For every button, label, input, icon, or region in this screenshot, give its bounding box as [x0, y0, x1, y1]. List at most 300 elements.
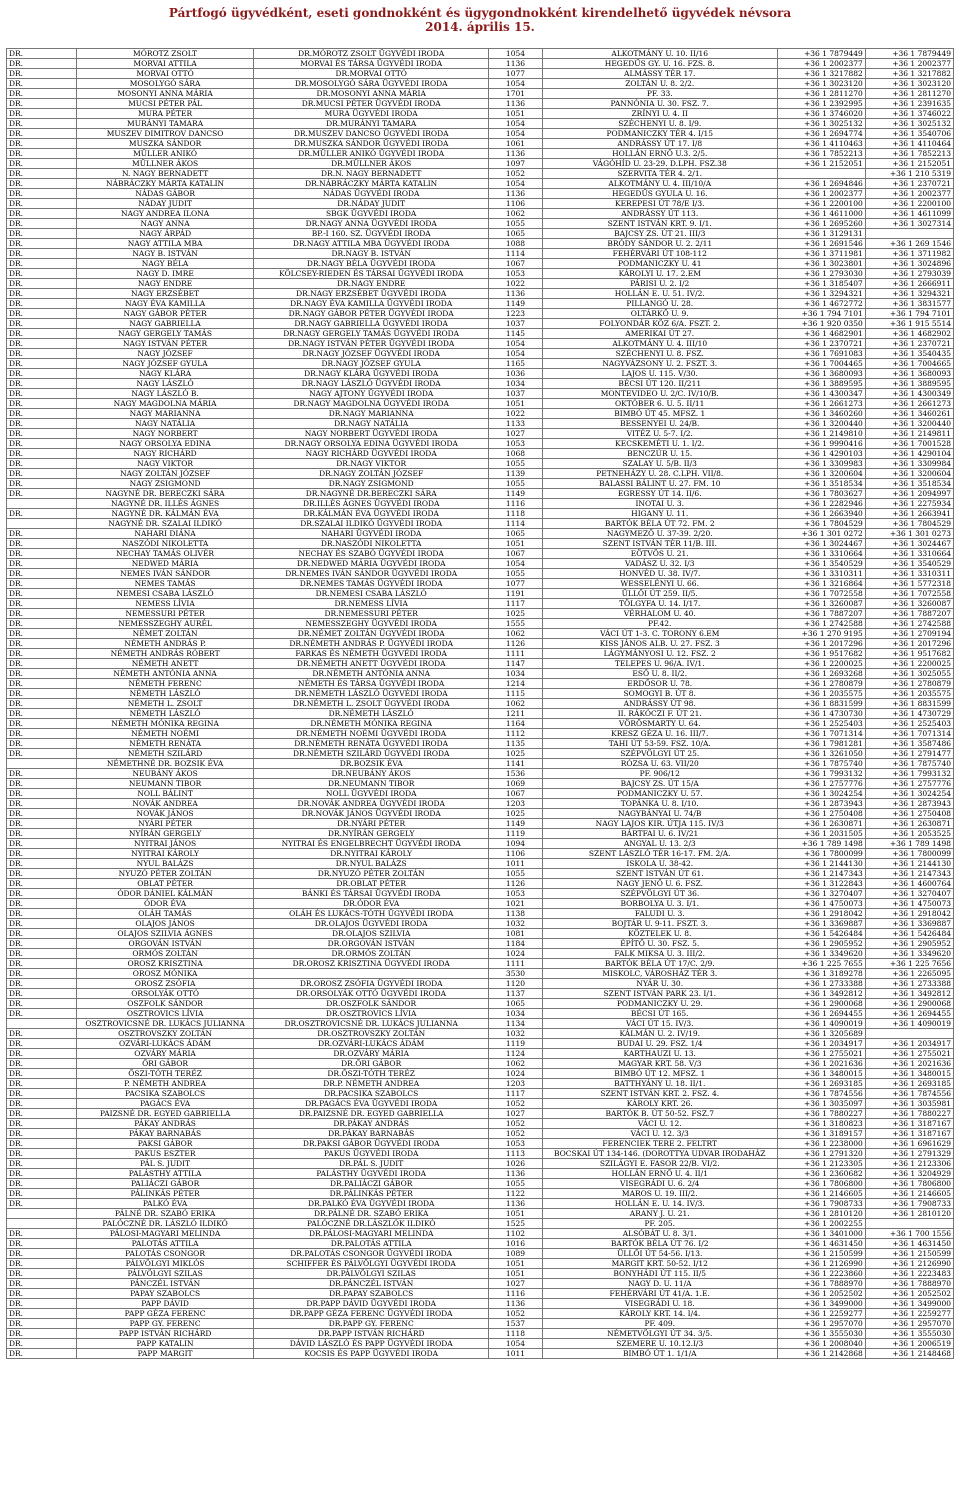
- phone-cell: +36 1 9990416: [777, 439, 865, 449]
- name-cell: NOVÁK ANDREA: [76, 799, 253, 809]
- table-row: [7, 1149, 954, 1159]
- table-row: [7, 629, 954, 639]
- zip-cell: 1037: [489, 389, 543, 399]
- phone-cell: +36 1 2791320: [777, 1149, 865, 1159]
- table-row: [7, 559, 954, 569]
- table-row: [7, 1119, 954, 1129]
- name-cell: OLÁH TAMÁS: [76, 909, 253, 919]
- phone-cell: +36 1 3310311: [777, 569, 865, 579]
- fax-cell: +36 1 8831599: [865, 699, 953, 709]
- table-row: [7, 849, 954, 859]
- phone-cell: +36 1 7071314: [777, 729, 865, 739]
- zip-cell: 1119: [489, 829, 543, 839]
- fax-cell: +36 1 7880227: [865, 1109, 953, 1119]
- table-row: [7, 129, 954, 139]
- title-cell: DR.: [7, 229, 77, 239]
- phone-cell: +36 1 4631450: [777, 1239, 865, 1249]
- address-cell: AMERIKAI ÚT 27.: [542, 329, 777, 339]
- zip-cell: 1165: [489, 359, 543, 369]
- name-cell: NAGYNÉ DR. BERECZKI SÁRA: [76, 489, 253, 499]
- fax-cell: +36 1 2905952: [865, 939, 953, 949]
- fax-cell: +36 1 7875740: [865, 759, 953, 769]
- name-cell: PÁLOSI-MAGYARI MELINDA: [76, 1229, 253, 1239]
- address-cell: PF. 409.: [542, 1319, 777, 1329]
- office-cell: NOLL ÜGYVÉDI IRODA: [254, 789, 489, 799]
- office-cell: DR.MÜLLER ANIKÓ ÜGYVÉDI IRODA: [254, 149, 489, 159]
- table-row: [7, 359, 954, 369]
- title-cell: DR.: [7, 979, 77, 989]
- table-row: [7, 589, 954, 599]
- office-cell: NYITRAI ÉS ENGELBRECHT ÜGYVÉDI IRODA: [254, 839, 489, 849]
- address-cell: VISEGRÁDI U. 6. 2/4: [542, 1179, 777, 1189]
- fax-cell: +36 1 9517682: [865, 649, 953, 659]
- fax-cell: +36 1 794 7101: [865, 309, 953, 319]
- lawyer-table-body: [7, 49, 954, 1359]
- fax-cell: +36 1 5772318: [865, 579, 953, 589]
- name-cell: PAPP GÉZA FERENC: [76, 1309, 253, 1319]
- title-cell: DR.: [7, 679, 77, 689]
- fax-cell: +36 1 2275934: [865, 499, 953, 509]
- zip-cell: 1011: [489, 859, 543, 869]
- office-cell: DR.NEMESS LÍVIA: [254, 599, 489, 609]
- address-cell: KÁROLY KRT. 14. I/4.: [542, 1309, 777, 1319]
- title-cell: DR.: [7, 1329, 77, 1339]
- fax-cell: +36 1 2900068: [865, 999, 953, 1009]
- zip-cell: 1065: [489, 529, 543, 539]
- office-cell: SBGK ÜGYVÉDI IRODA: [254, 209, 489, 219]
- table-row: [7, 659, 954, 669]
- zip-cell: 1036: [489, 369, 543, 379]
- address-cell: ANDRÁSSY ÚT 98.: [542, 699, 777, 709]
- table-row: [7, 449, 954, 459]
- table-row: [7, 1239, 954, 1249]
- table-row: [7, 1069, 954, 1079]
- name-cell: NYUZÓ PÉTER ZOLTÁN: [76, 869, 253, 879]
- title-cell: DR.: [7, 189, 77, 199]
- table-row: [7, 49, 954, 59]
- name-cell: NAGY ENDRE: [76, 279, 253, 289]
- zip-cell: 1054: [489, 49, 543, 59]
- table-row: [7, 159, 954, 169]
- table-row: [7, 1109, 954, 1119]
- table-row: [7, 459, 954, 469]
- table-row: [7, 89, 954, 99]
- name-cell: OROSZ MÓNIKA: [76, 969, 253, 979]
- phone-cell: +36 1 3309983: [777, 459, 865, 469]
- table-row: [7, 1269, 954, 1279]
- phone-cell: +36 1 2200025: [777, 659, 865, 669]
- fax-cell: +36 1 3480015: [865, 1069, 953, 1079]
- phone-cell: +36 1 7888970: [777, 1279, 865, 1289]
- office-cell: DR.NAGY GERGELY TAMÁS ÜGYVÉDI IRODA: [254, 329, 489, 339]
- name-cell: OROSZ KRISZTINA: [76, 959, 253, 969]
- name-cell: NAGY B. ISTVÁN: [76, 249, 253, 259]
- table-row: [7, 989, 954, 999]
- title-cell: DR.: [7, 89, 77, 99]
- phone-cell: +36 1 225 7655: [777, 959, 865, 969]
- address-cell: TOPÁNKA U. 8. I/10.: [542, 799, 777, 809]
- zip-cell: 1525: [489, 1219, 543, 1229]
- name-cell: MÜLLER ANIKÓ: [76, 149, 253, 159]
- address-cell: ANDRÁSSY ÚT 113.: [542, 209, 777, 219]
- address-cell: FALUDI U. 3.: [542, 909, 777, 919]
- fax-cell: +36 1 2791477: [865, 749, 953, 759]
- title-cell: DR.: [7, 449, 77, 459]
- title-cell: DR.: [7, 379, 77, 389]
- zip-cell: 1136: [489, 289, 543, 299]
- address-cell: OKTÓBER 6. U. 5. II/11: [542, 399, 777, 409]
- zip-cell: 1026: [489, 1159, 543, 1169]
- zip-cell: 1106: [489, 199, 543, 209]
- address-cell: PF. 33.: [542, 89, 777, 99]
- fax-cell: +36 1 4090019: [865, 1019, 953, 1029]
- title-cell: DR.: [7, 339, 77, 349]
- table-row: [7, 99, 954, 109]
- name-cell: NÉMETH RENÁTA: [76, 739, 253, 749]
- address-cell: ALMÁSSY TÉR 17.: [542, 69, 777, 79]
- title-cell: DR.: [7, 1309, 77, 1319]
- title-cell: DR.: [7, 1239, 77, 1249]
- address-cell: ARANY J. U. 21.: [542, 1209, 777, 1219]
- fax-cell: +36 1 2750408: [865, 809, 953, 819]
- table-row: [7, 349, 954, 359]
- office-cell: DR.NÉMETH MÓNIKA REGINA: [254, 719, 489, 729]
- phone-cell: +36 1 2144130: [777, 859, 865, 869]
- title-cell: DR.: [7, 1159, 77, 1169]
- office-cell: DR.ÓDOR ÉVA: [254, 899, 489, 909]
- fax-cell: +36 1 2694455: [865, 1009, 953, 1019]
- address-cell: MISKOLC, VÁROSHÁZ TÉR 3.: [542, 969, 777, 979]
- table-row: [7, 879, 954, 889]
- fax-cell: +36 1 2661273: [865, 399, 953, 409]
- name-cell: PÁLINKÁS PÉTER: [76, 1189, 253, 1199]
- zip-cell: 1120: [489, 979, 543, 989]
- office-cell: DR.NAGY ANNA ÜGYVÉDI IRODA: [254, 219, 489, 229]
- office-cell: DR.MUSZEV DANCSO ÜGYVÉDI IRODA: [254, 129, 489, 139]
- name-cell: PAPP MARGIT: [76, 1349, 253, 1359]
- phone-cell: +36 1 3023801: [777, 259, 865, 269]
- address-cell: SZENT ISTVÁN PARK 23. I/1.: [542, 989, 777, 999]
- fax-cell: +36 1 2034917: [865, 1039, 953, 1049]
- name-cell: PÁKAY ANDRÁS: [76, 1119, 253, 1129]
- fax-cell: +36 1 3025055: [865, 669, 953, 679]
- zip-cell: 1149: [489, 299, 543, 309]
- table-row: [7, 1249, 954, 1259]
- fax-cell: +36 1 3260087: [865, 599, 953, 609]
- name-cell: NÉMETH FERENC: [76, 679, 253, 689]
- fax-cell: +36 1 7004665: [865, 359, 953, 369]
- name-cell: MOSOLYGÓ SÁRA: [76, 79, 253, 89]
- title-cell: DR.: [7, 1029, 77, 1039]
- name-cell: NEMESS LÍVIA: [76, 599, 253, 609]
- name-cell: ÓDOR ÉVA: [76, 899, 253, 909]
- table-row: [7, 219, 954, 229]
- table-row: [7, 799, 954, 809]
- fax-cell: +36 1 2002377: [865, 189, 953, 199]
- title-cell: DR.: [7, 579, 77, 589]
- name-cell: MURÁNYI TAMARA: [76, 119, 253, 129]
- fax-cell: +36 1 2006519: [865, 1339, 953, 1349]
- zip-cell: 1024: [489, 949, 543, 959]
- office-cell: DR.OSZTROVICSNÉ DR. LUKÁCS JULIANNA: [254, 1019, 489, 1029]
- phone-cell: +36 1 2002377: [777, 59, 865, 69]
- zip-cell: 1054: [489, 349, 543, 359]
- title-cell: DR.: [7, 959, 77, 969]
- title-cell: DR.: [7, 1279, 77, 1289]
- office-cell: DR.OSZFOLK SÁNDOR: [254, 999, 489, 1009]
- phone-cell: +36 1 2002377: [777, 189, 865, 199]
- phone-cell: +36 1 3024467: [777, 539, 865, 549]
- title-cell: DR.: [7, 1319, 77, 1329]
- zip-cell: 1054: [489, 179, 543, 189]
- address-cell: EÖTVÖS U. 21.: [542, 549, 777, 559]
- fax-cell: +36 1 7001528: [865, 439, 953, 449]
- zip-cell: 1067: [489, 549, 543, 559]
- name-cell: MORVAI OTTÓ: [76, 69, 253, 79]
- name-cell: PAIZSNÉ DR. EGYED GABRIELLA: [76, 1109, 253, 1119]
- name-cell: NAGYNÉ DR. ILLÉS ÁGNES: [76, 499, 253, 509]
- name-cell: NAGY MARIANNA: [76, 409, 253, 419]
- title-cell: DR.: [7, 1009, 77, 1019]
- table-row: [7, 719, 954, 729]
- fax-cell: +36 1 3310311: [865, 569, 953, 579]
- phone-cell: +36 1 2017296: [777, 639, 865, 649]
- name-cell: PAPP ISTVÁN RICHÁRD: [76, 1329, 253, 1339]
- phone-cell: +36 1 3310664: [777, 549, 865, 559]
- name-cell: PÁNCZÉL ISTVÁN: [76, 1279, 253, 1289]
- name-cell: NYITRAI JÁNOS: [76, 839, 253, 849]
- address-cell: BALASSI BÁLINT U. 27. FM. 10: [542, 479, 777, 489]
- name-cell: OSZTROVICS LÍVIA: [76, 1009, 253, 1019]
- zip-cell: 1117: [489, 1089, 543, 1099]
- table-row: [7, 1129, 954, 1139]
- zip-cell: 1077: [489, 579, 543, 589]
- address-cell: PETNEHÁZY U. 28. C.LPH. VII/8.: [542, 469, 777, 479]
- name-cell: NAGY LÁSZLÓ B.: [76, 389, 253, 399]
- name-cell: NYÁRI PÉTER: [76, 819, 253, 829]
- table-row: [7, 1339, 954, 1349]
- phone-cell: +36 1 7993132: [777, 769, 865, 779]
- zip-cell: 1537: [489, 1319, 543, 1329]
- title-cell: DR.: [7, 649, 77, 659]
- fax-cell: +36 1 2370721: [865, 339, 953, 349]
- fax-cell: +36 1 3187167: [865, 1119, 953, 1129]
- address-cell: TELEPES U. 96/A. IV/1.: [542, 659, 777, 669]
- address-cell: VISEGRÁDI U. 18.: [542, 1299, 777, 1309]
- table-row: [7, 179, 954, 189]
- phone-cell: +36 1 7875740: [777, 759, 865, 769]
- title-cell: DR.: [7, 79, 77, 89]
- address-cell: ZRÍNYI U. 4. II: [542, 109, 777, 119]
- name-cell: NAGY NATÁLIA: [76, 419, 253, 429]
- title-cell: DR.: [7, 879, 77, 889]
- office-cell: DR.NAGY ISTVÁN PÉTER ÜGYVÉDI IRODA: [254, 339, 489, 349]
- fax-cell: [865, 229, 953, 239]
- title-cell: [7, 1209, 77, 1219]
- fax-cell: +36 1 2052502: [865, 1289, 953, 1299]
- zip-cell: 1055: [489, 869, 543, 879]
- zip-cell: 1055: [489, 459, 543, 469]
- zip-cell: 1065: [489, 999, 543, 1009]
- name-cell: NAGY VIKTOR: [76, 459, 253, 469]
- name-cell: OSZTROVSZKY ZOLTÁN: [76, 1029, 253, 1039]
- address-cell: ALKOTMÁNY U. 4. III/10: [542, 339, 777, 349]
- table-row: [7, 409, 954, 419]
- office-cell: DR.PAPAY SZABOLCS: [254, 1289, 489, 1299]
- table-row: [7, 829, 954, 839]
- address-cell: BIMBÓ ÚT 12. MFSZ. 1: [542, 1069, 777, 1079]
- title-cell: DR.: [7, 199, 77, 209]
- table-row: [7, 1019, 954, 1029]
- zip-cell: 1051: [489, 1259, 543, 1269]
- office-cell: DR.MOSOLYGÓ SÁRA ÜGYVÉDI IRODA: [254, 79, 489, 89]
- phone-cell: +36 1 3401000: [777, 1229, 865, 1239]
- phone-cell: +36 1 3294321: [777, 289, 865, 299]
- table-row: [7, 469, 954, 479]
- address-cell: VADÁSZ U. 32. I/3: [542, 559, 777, 569]
- address-cell: ANDRÁSSY ÚT 17. I/8: [542, 139, 777, 149]
- name-cell: NAGY JÓZSEF GYULA: [76, 359, 253, 369]
- address-cell: KEREPESI ÚT 78/E I/3.: [542, 199, 777, 209]
- fax-cell: +36 1 7852213: [865, 149, 953, 159]
- name-cell: NÉMETH NOÉMI: [76, 729, 253, 739]
- office-cell: DR.P. NÉMETH ANDREA: [254, 1079, 489, 1089]
- address-cell: SZENT ISTVÁN ÚT 61.: [542, 869, 777, 879]
- address-cell: PÁRISI U. 2. I/2: [542, 279, 777, 289]
- table-row: [7, 1059, 954, 1069]
- office-cell: DR.SZALAI ILDIKÓ ÜGYVÉDI IRODA: [254, 519, 489, 529]
- phone-cell: +36 1 3189157: [777, 1129, 865, 1139]
- office-cell: DR.NAGY ZSIGMOND: [254, 479, 489, 489]
- fax-cell: +36 1 3024896: [865, 259, 953, 269]
- zip-cell: 1053: [489, 439, 543, 449]
- address-cell: PODMANICZKY TÉR 4. I/15: [542, 129, 777, 139]
- phone-cell: +36 1 2694455: [777, 1009, 865, 1019]
- office-cell: NAGY NORBERT ÜGYVÉDI IRODA: [254, 429, 489, 439]
- zip-cell: 1051: [489, 539, 543, 549]
- zip-cell: 3530: [489, 969, 543, 979]
- table-row: [7, 1289, 954, 1299]
- office-cell: DR.ORSOLYÁK OTTÓ ÜGYVÉDI IRODA: [254, 989, 489, 999]
- office-cell: DR.PÁKAY BARNABÁS: [254, 1129, 489, 1139]
- fax-cell: +36 1 4631450: [865, 1239, 953, 1249]
- address-cell: HEGEDŰS GY. U. 16. FZS. 8.: [542, 59, 777, 69]
- title-cell: DR.: [7, 1269, 77, 1279]
- title-cell: DR.: [7, 799, 77, 809]
- table-row: [7, 279, 954, 289]
- title-cell: DR.: [7, 919, 77, 929]
- table-row: [7, 599, 954, 609]
- table-row: [7, 1309, 954, 1319]
- zip-cell: 1118: [489, 509, 543, 519]
- table-row: [7, 119, 954, 129]
- table-row: [7, 749, 954, 759]
- fax-cell: +36 1 301 0273: [865, 529, 953, 539]
- fax-cell: +36 1 2391635: [865, 99, 953, 109]
- table-row: [7, 269, 954, 279]
- title-cell: DR.: [7, 1119, 77, 1129]
- table-row: [7, 519, 954, 529]
- name-cell: NAGY ÉVA KAMILLA: [76, 299, 253, 309]
- address-cell: NAGY LAJOS KIR. ÚTJA 115. IV/3: [542, 819, 777, 829]
- title-cell: DR.: [7, 69, 77, 79]
- address-cell: HIGANY U. 11.: [542, 509, 777, 519]
- fax-cell: +36 1 2002377: [865, 59, 953, 69]
- address-cell: FOLYONDÁR KÖZ 6/A. FSZT. 2.: [542, 319, 777, 329]
- office-cell: DR.PAPP DÁVID ÜGYVÉDI IRODA: [254, 1299, 489, 1309]
- zip-cell: 1054: [489, 79, 543, 89]
- fax-cell: +36 1 2223483: [865, 1269, 953, 1279]
- zip-cell: 1094: [489, 839, 543, 849]
- fax-cell: +36 1 2053525: [865, 829, 953, 839]
- phone-cell: +36 1 2733388: [777, 979, 865, 989]
- phone-cell: +36 1 3035097: [777, 1099, 865, 1109]
- office-cell: DR.NEUMANN TIBOR: [254, 779, 489, 789]
- title-cell: DR.: [7, 239, 77, 249]
- name-cell: NÉMETH LÁSZLÓ: [76, 709, 253, 719]
- fax-cell: +36 1 3294321: [865, 289, 953, 299]
- address-cell: VÁGÓHÍD U. 23-29. D.LPH. FSZ.38: [542, 159, 777, 169]
- phone-cell: +36 1 3260087: [777, 599, 865, 609]
- phone-cell: +36 1 2142868: [777, 1349, 865, 1359]
- phone-cell: +36 1 920 0350: [777, 319, 865, 329]
- office-cell: DR.NÉMETH LÁSZLÓ ÜGYVÉDI IRODA: [254, 689, 489, 699]
- fax-cell: +36 1 4110464: [865, 139, 953, 149]
- fax-cell: +36 1 2791329: [865, 1149, 953, 1159]
- table-row: [7, 209, 954, 219]
- address-cell: SZÉPVÖLGYI ÚT 25.: [542, 749, 777, 759]
- address-cell: II. RÁKÓCZI F. ÚT 21.: [542, 709, 777, 719]
- fax-cell: +36 1 7879449: [865, 49, 953, 59]
- phone-cell: +36 1 2793030: [777, 269, 865, 279]
- office-cell: DR.OROSZ KRISZTINA ÜGYVÉDI IRODA: [254, 959, 489, 969]
- table-row: [7, 859, 954, 869]
- fax-cell: +36 1 915 5514: [865, 319, 953, 329]
- phone-cell: +36 1 7880227: [777, 1109, 865, 1119]
- name-cell: PALOTÁS ATTILA: [76, 1239, 253, 1249]
- name-cell: PÁLVÖLGYI SZILAS: [76, 1269, 253, 1279]
- name-cell: MORVAI ATTILA: [76, 59, 253, 69]
- phone-cell: +36 1 2811270: [777, 89, 865, 99]
- table-row: [7, 929, 954, 939]
- name-cell: MUSZEV DIMITROV DANCSO: [76, 129, 253, 139]
- table-row: [7, 539, 954, 549]
- address-cell: RÓZSA U. 63. VII/20: [542, 759, 777, 769]
- phone-cell: +36 1 3189278: [777, 969, 865, 979]
- title-cell: DR.: [7, 369, 77, 379]
- office-cell: DR.NEMES IVÁN SÁNDOR ÜGYVÉDI IRODA: [254, 569, 489, 579]
- table-row: [7, 769, 954, 779]
- office-cell: DR.NAGY VIKTOR: [254, 459, 489, 469]
- zip-cell: 1067: [489, 789, 543, 799]
- name-cell: OBLAT PÉTER: [76, 879, 253, 889]
- fax-cell: +36 1 2146605: [865, 1189, 953, 1199]
- phone-cell: +36 1 2052502: [777, 1289, 865, 1299]
- zip-cell: 1054: [489, 559, 543, 569]
- address-cell: FERENCIEK TERE 2. FELTRT: [542, 1139, 777, 1149]
- office-cell: DR.NEMESSURI PÉTER: [254, 609, 489, 619]
- title-cell: DR.: [7, 1109, 77, 1119]
- zip-cell: 1136: [489, 149, 543, 159]
- office-cell: DR.MOSONYI ANNA MÁRIA: [254, 89, 489, 99]
- name-cell: NAGY JÓZSEF: [76, 349, 253, 359]
- office-cell: DR.NAGY BÉLA ÜGYVÉDI IRODA: [254, 259, 489, 269]
- title-cell: DR.: [7, 909, 77, 919]
- address-cell: ERDŐSOR U. 78.: [542, 679, 777, 689]
- office-cell: SCHIFFER ÉS PÁLVÖLGYI ÜGYVÉDI IRODA: [254, 1259, 489, 1269]
- name-cell: ORGOVÁN ISTVÁN: [76, 939, 253, 949]
- fax-cell: +36 1 2200025: [865, 659, 953, 669]
